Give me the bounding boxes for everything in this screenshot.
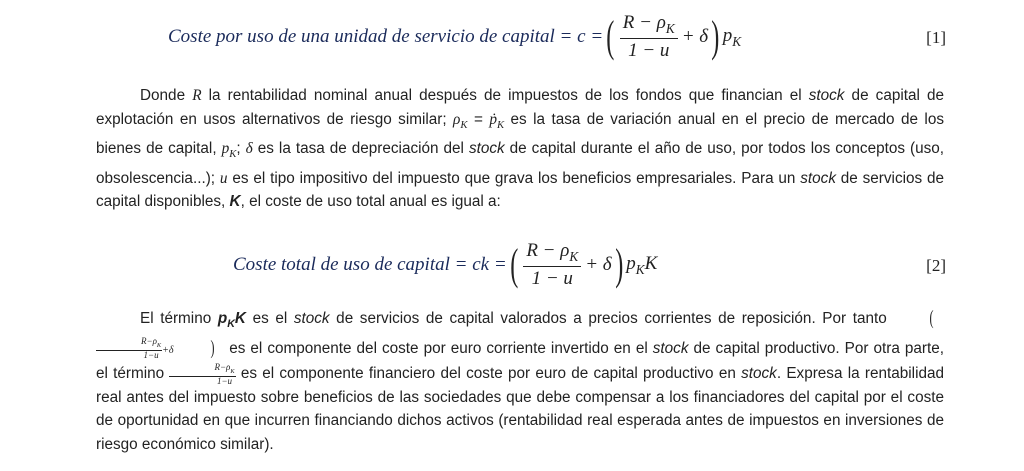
paragraph-1: Donde R la rentabilidad nominal anual después de impuestos de los fondos que financian el stock de capital de explotación en usos alternativos de riesgo similar; $\rho_K$ = ṗ$_K$ es la tasa de variación anual en el precio de mercado de los bienes de capital, $p_K$; δ es la tasa de depreciación del stock de capital durante el año de uso, por todos los conceptos (uso, obsolescencia...); u es el tipo impositivo del impuesto que grava los beneficios empresariales. Para un stock de servicios de capital disponibles, K, el coste de uso total anual es igual a: — [96, 87, 945, 211]
equation-2-fraction: $\frac{R - \rho_K}{1 - u}$ — [523, 240, 581, 291]
equation-1-fraction: $\frac{R - \rho_K}{1 - u}$ — [620, 12, 678, 63]
inline-fraction-1: $\frac{R-\rho_K}{1-u}$ — [96, 337, 162, 360]
equation-1-tail: $p_K$ — [722, 24, 742, 49]
left-paren: ( — [606, 12, 615, 61]
paragraph-2: El término $p_KK$ es el stock de servicios de capital valorados a precios corrientes de reposición. Por tanto ( $\frac{R-\rho_K}{1-u}$ +δ ) es el componente del coste por euro corriente invertido en el stock de capital productivo. Por otra parte, el término $\frac{R-\rho_K}{1-u}$ es el componente financiero del coste por euro de capital productivo en stock. Expresa la rentabilidad real antes del impuesto sobre beneficios de las sociedades que debe compensar a los financiadores del capital por el coste de oportunidad en que incurren financiando dichos activos (rentabilidad real esperada antes de impuestos en inversiones de riesgo económico similar). — [96, 307, 944, 454]
equation-1-number: [1] — [926, 28, 946, 47]
equation-1-label: Coste por uso de una unidad de servicio de capital = c = — [168, 26, 604, 47]
right-paren: ) — [614, 240, 623, 289]
equation-2-tail: $p_KK$ — [626, 252, 658, 277]
plus-delta: + δ — [585, 254, 612, 275]
pk-symbol: $p_KK$ — [217, 310, 246, 331]
right-paren: ) — [711, 12, 720, 61]
equation-2 — [0, 240, 1024, 290]
equation-1 — [0, 12, 1024, 62]
left-paren: ( — [509, 240, 519, 289]
equation-2-label: Coste total de uso de capital = ck = — [233, 254, 507, 275]
equation-2-number: [2] — [926, 256, 946, 275]
plus-delta: + δ — [681, 26, 709, 47]
inline-fraction-2: $\frac{R-\rho_K}{1-u}$ — [169, 363, 235, 386]
